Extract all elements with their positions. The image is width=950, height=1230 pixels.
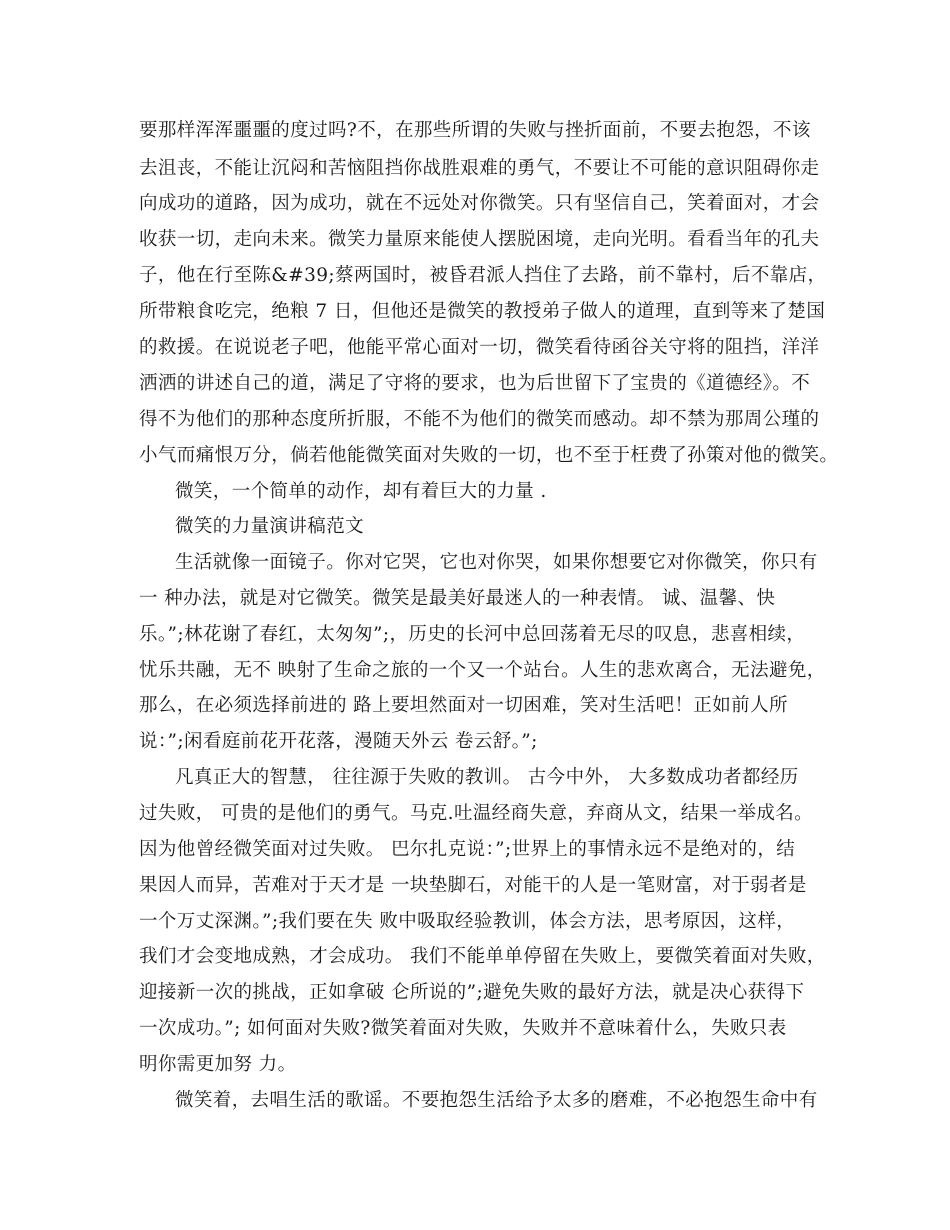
text-line: 明你需更加努 力。 (139, 1054, 297, 1075)
text-line: 我们才会变地成熟，才会成功。 我们不能单单停留在失败上，要微笑着面对失败， (139, 946, 826, 967)
text-line: 一 种办法，就是对它微笑。微笑是最美好最迷人的一种表情。 诚、温馨、快 (139, 588, 776, 609)
text-line: 收获一切，走向未来。微笑力量原来能使人摆脱困境，走向光明。看看当年的孔夫 (139, 229, 820, 250)
text-line: 乐。”;林花谢了春红，太匆匆”;，历史的长河中总回荡着无尽的叹息，悲喜相续， (139, 624, 806, 645)
text-line: 微笑着，去唱生活的歌谣。不要抱怨生活给予太多的磨难，不必抱怨生命中有 (175, 1090, 818, 1111)
text-line: 过失败， 可贵的是他们的勇气。马克.吐温经商失意，弃商从文，结果一举成名。 (139, 803, 814, 824)
text-line: 说：”;闲看庭前花开花落，漫随天外云 卷云舒。”; (139, 731, 538, 752)
text-line: 果因人而异，苦难对于天才是 一块垫脚石，对能干的人是一笔财富，对于弱者是 (139, 875, 807, 896)
text-line: 一个万丈深渊。”;我们要在失 败中吸取经验教训，体会方法，思考原因，这样， (139, 911, 796, 932)
text-line: 的救援。在说说老子吧，他能平常心面对一切，微笑看待函谷关守将的阻挡，洋洋 (139, 337, 820, 358)
text-line: 小气而痛恨万分，倘若他能微笑面对失败的一切，也不至于枉费了孙策对他的微笑。 (139, 445, 839, 466)
text-line: 子，他在行至陈&#39;蔡两国时，被昏君派人挡住了去路，前不靠村，后不靠店， (139, 265, 827, 286)
section-heading: 微笑的力量演讲稿范文 (175, 516, 365, 537)
text-line: 所带粮食吃完，绝粮 7 日，但他还是微笑的教授弟子做人的道理，直到等来了楚国 (139, 301, 826, 322)
text-line: 生活就像一面镜子。你对它哭，它也对你哭，如果你想要它对你微笑，你只有 (175, 552, 818, 573)
text-line: 去沮丧，不能让沉闷和苦恼阻挡你战胜艰难的勇气，不要让不可能的意识阻碍你走 (139, 158, 820, 179)
text-line: 微笑，一个简单的动作，却有着巨大的力量 . (175, 481, 547, 502)
text-line: 迎接新一次的挑战，正如拿破 仑所说的”;避免失败的最好方法，就是决心获得下 (139, 982, 805, 1003)
text-line: 因为他曾经微笑面对过失败。 巴尔扎克说：”;世界上的事情永远不是绝对的，结 (139, 839, 796, 860)
text-line: 忧乐共融，无不 映射了生命之旅的一个又一个站台。人生的悲欢离合，无法避免， (139, 660, 826, 681)
text-line: 向成功的道路，因为成功，就在不远处对你微笑。只有坚信自己，笑着面对，才会 (139, 193, 820, 214)
text-line: 那么，在必须选择前进的 路上要坦然面对一切困难，笑对生活吧！正如前人所 (139, 695, 788, 716)
text-line: 洒洒的讲述自己的道，满足了守将的要求，也为后世留下了宝贵的《道德经》。不 (139, 373, 811, 394)
text-line: 要那样浑浑噩噩的度过吗?不，在那些所谓的失败与挫折面前，不要去抱怨，不该 (139, 120, 811, 141)
text-line: 凡真正大的智慧， 往往源于失败的教训。 古今中外， 大多数成功者都经历 (175, 767, 799, 788)
text-line: 得不为他们的那种态度所折服，不能不为他们的微笑而感动。却不禁为那周公瑾的 (139, 409, 820, 430)
text-line: 一次成功。”; 如何面对失败?微笑着面对失败，失败并不意味着什么，失败只表 (139, 1018, 787, 1039)
